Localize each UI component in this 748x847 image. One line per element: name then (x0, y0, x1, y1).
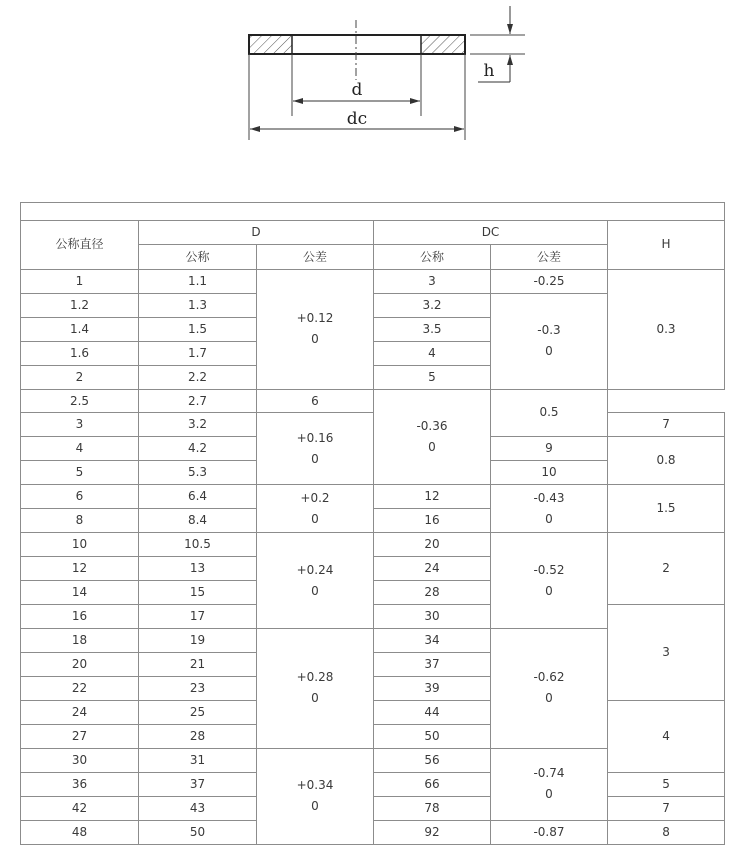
d-nominal-cell: 1.3 (139, 293, 257, 317)
dc-tolerance-cell (491, 629, 608, 749)
h-cell: 0.8 (608, 437, 725, 485)
d-tolerance-cell (257, 269, 374, 389)
header-nominal-diameter: 公称直径 (21, 221, 139, 270)
dc-tolerance-cell (491, 533, 608, 629)
table-row (21, 605, 725, 629)
tolerance-upper: -0.43 (533, 490, 565, 505)
dc-nominal-cell: 20 (374, 533, 491, 557)
dc-tolerance-cell (374, 389, 491, 485)
d-tolerance-cell (257, 629, 374, 749)
header-d-nominal: 公称 (139, 245, 257, 269)
nominal-diameter-cell: 20 (21, 653, 139, 677)
nominal-diameter-cell: 30 (21, 748, 139, 772)
nominal-diameter-cell: 16 (21, 605, 139, 629)
d-nominal-cell: 3.2 (139, 413, 257, 437)
tolerance-lower: 0 (545, 583, 553, 598)
nominal-diameter-cell: 18 (21, 629, 139, 653)
dc-nominal-cell: 44 (374, 700, 491, 724)
nominal-diameter-cell: 1.4 (21, 317, 139, 341)
h-cell: 0.3 (608, 269, 725, 389)
d-nominal-cell: 31 (139, 748, 257, 772)
nominal-diameter-cell: 36 (21, 772, 139, 796)
tolerance-upper: -0.52 (533, 562, 565, 577)
tolerance-lower: 0 (311, 451, 319, 466)
d-tolerance-cell (257, 533, 374, 629)
tolerance-upper: +0.34 (296, 778, 334, 793)
dc-nominal-cell: 4 (374, 341, 491, 365)
dc-nominal-cell: 16 (374, 509, 491, 533)
header-h: H (608, 221, 725, 270)
tolerance-upper: +0.2 (300, 490, 330, 505)
d-nominal-cell: 1.5 (139, 317, 257, 341)
d-nominal-cell: 28 (139, 724, 257, 748)
h-cell: 1.5 (608, 485, 725, 533)
h-label: h (483, 61, 495, 81)
d-tolerance-cell (257, 485, 374, 533)
h-cell: 0.5 (491, 389, 608, 437)
tolerance-lower: 0 (428, 439, 436, 454)
d-nominal-cell: 21 (139, 653, 257, 677)
tolerance-upper: -0.87 (533, 824, 565, 839)
table-row (21, 533, 725, 557)
d-nominal-cell: 23 (139, 676, 257, 700)
dc-nominal-cell: 3 (374, 269, 491, 293)
table-row (21, 796, 725, 820)
tolerance-lower: 0 (545, 511, 553, 526)
nominal-diameter-cell: 2.5 (21, 389, 139, 413)
tolerance-lower: 0 (311, 332, 319, 347)
hatch-left (250, 36, 292, 53)
d-nominal-cell: 25 (139, 700, 257, 724)
dc-nominal-cell: 34 (374, 629, 491, 653)
tolerance-upper: -0.3 (537, 323, 561, 338)
nominal-diameter-cell: 5 (21, 461, 139, 485)
tolerance-lower: 0 (545, 344, 553, 359)
dc-nominal-cell: 37 (374, 653, 491, 677)
dc-tolerance-cell (491, 293, 608, 389)
d-nominal-cell: 17 (139, 605, 257, 629)
d-tolerance-cell (257, 748, 374, 844)
d-nominal-cell: 15 (139, 581, 257, 605)
d-nominal-cell: 43 (139, 796, 257, 820)
header-d-tolerance: 公差 (257, 245, 374, 269)
header-dc: DC (374, 221, 608, 245)
dc-label: dc (346, 109, 368, 129)
table-row (21, 820, 725, 844)
hatch-right (421, 36, 464, 53)
dc-nominal-cell: 56 (374, 748, 491, 772)
nominal-diameter-cell: 8 (21, 509, 139, 533)
dc-nominal-cell: 10 (491, 461, 608, 485)
header-dc-nominal: 公称 (374, 245, 491, 269)
d-nominal-cell: 2.7 (139, 389, 257, 413)
dc-nominal-cell: 12 (374, 485, 491, 509)
d-nominal-cell: 2.2 (139, 365, 257, 389)
dc-nominal-cell: 3.5 (374, 317, 491, 341)
table-caption (21, 203, 725, 221)
nominal-diameter-cell: 4 (21, 437, 139, 461)
header-d: D (139, 221, 374, 245)
d-nominal-cell: 13 (139, 557, 257, 581)
tolerance-upper: -0.25 (533, 273, 565, 288)
dc-nominal-cell: 39 (374, 676, 491, 700)
dc-nominal-cell: 30 (374, 605, 491, 629)
nominal-diameter-cell: 42 (21, 796, 139, 820)
h-cell: 4 (608, 700, 725, 772)
dc-nominal-cell: 3.2 (374, 293, 491, 317)
nominal-diameter-cell: 1 (21, 269, 139, 293)
washer-drawing (0, 0, 748, 200)
tolerance-upper: +0.12 (296, 311, 334, 326)
h-cell: 8 (608, 820, 725, 844)
table-row (21, 269, 725, 293)
table-row (21, 389, 725, 413)
dc-nominal-cell: 66 (374, 772, 491, 796)
nominal-diameter-cell: 3 (21, 413, 139, 437)
d-nominal-cell: 10.5 (139, 533, 257, 557)
tolerance-upper: +0.24 (296, 562, 334, 577)
dc-nominal-cell: 28 (374, 581, 491, 605)
tolerance-upper: -0.74 (533, 766, 565, 781)
d-nominal-cell: 19 (139, 629, 257, 653)
nominal-diameter-cell: 48 (21, 820, 139, 844)
tolerance-upper: -0.36 (416, 418, 448, 433)
dc-tolerance-cell (491, 748, 608, 820)
h-cell: 3 (608, 605, 725, 701)
nominal-diameter-cell: 22 (21, 676, 139, 700)
tolerance-lower: 0 (545, 691, 553, 706)
nominal-diameter-cell: 12 (21, 557, 139, 581)
d-nominal-cell: 6.4 (139, 485, 257, 509)
h-cell: 2 (608, 533, 725, 605)
tolerance-upper: -0.62 (533, 670, 565, 685)
d-nominal-cell: 4.2 (139, 437, 257, 461)
tolerance-upper: +0.28 (296, 670, 334, 685)
nominal-diameter-cell: 27 (21, 724, 139, 748)
nominal-diameter-cell: 1.2 (21, 293, 139, 317)
d-nominal-cell: 50 (139, 820, 257, 844)
header-dc-tolerance: 公差 (491, 245, 608, 269)
d-nominal-cell: 8.4 (139, 509, 257, 533)
d-nominal-cell: 5.3 (139, 461, 257, 485)
dc-nominal-cell: 24 (374, 557, 491, 581)
nominal-diameter-cell: 2 (21, 365, 139, 389)
dc-tolerance-cell (491, 269, 608, 293)
tolerance-lower: 0 (311, 799, 319, 814)
dc-nominal-cell: 9 (491, 437, 608, 461)
table-row (21, 700, 725, 724)
tolerance-lower: 0 (311, 583, 319, 598)
table-row (21, 413, 725, 437)
tolerance-lower: 0 (311, 691, 319, 706)
tolerance-upper: +0.16 (296, 430, 334, 445)
h-cell: 5 (608, 772, 725, 796)
tolerance-lower: 0 (311, 511, 319, 526)
table-row (21, 485, 725, 509)
washer-spec-table (20, 202, 725, 845)
dc-tolerance-cell (491, 485, 608, 533)
nominal-diameter-cell: 10 (21, 533, 139, 557)
nominal-diameter-cell: 1.6 (21, 341, 139, 365)
dc-nominal-cell: 50 (374, 724, 491, 748)
d-nominal-cell: 37 (139, 772, 257, 796)
tolerance-lower: 0 (545, 787, 553, 802)
h-cell: 7 (608, 796, 725, 820)
nominal-diameter-cell: 24 (21, 700, 139, 724)
dc-nominal-cell: 7 (608, 413, 725, 437)
nominal-diameter-cell: 14 (21, 581, 139, 605)
d-nominal-cell: 1.7 (139, 341, 257, 365)
table-row (21, 772, 725, 796)
nominal-diameter-cell: 6 (21, 485, 139, 509)
d-tolerance-cell (257, 413, 374, 485)
dc-nominal-cell: 5 (374, 365, 491, 389)
dc-tolerance-cell (491, 820, 608, 844)
d-label: d (351, 80, 363, 100)
dc-nominal-cell: 6 (257, 389, 374, 413)
dc-nominal-cell: 78 (374, 796, 491, 820)
dc-nominal-cell: 92 (374, 820, 491, 844)
d-nominal-cell: 1.1 (139, 269, 257, 293)
